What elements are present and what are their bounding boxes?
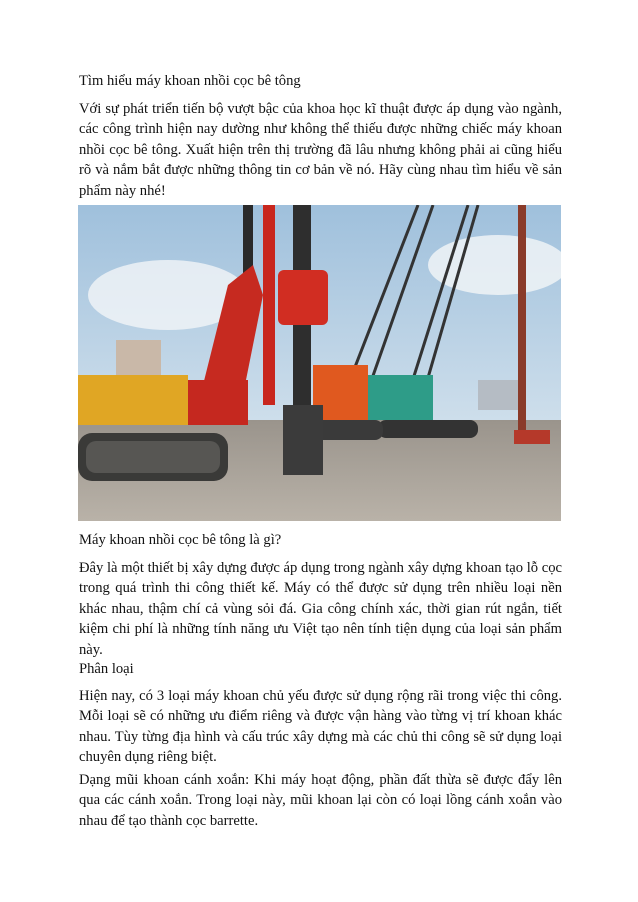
section-heading-classification: Phân loại	[79, 661, 134, 677]
intro-paragraph: Với sự phát triển tiến bộ vượt bậc của khoa học kĩ thuật được áp dụng vào ngành, các công trình hiện nay dường như không thể thiếu được những chiếc máy khoan nhồi cọc bê tông. Xuất hiện trên thị trường đã lâu nhưng không phải ai cũng hiểu rõ và nắm bắt được những thông tin cơ bản về nó. Hãy cùng nhau tìm hiểu về sản phẩm này nhé!	[79, 101, 562, 199]
document-title: Tìm hiểu máy khoan nhồi cọc bê tông	[79, 73, 301, 89]
drilling-rigs-photo	[78, 205, 561, 521]
section-paragraph-auger-type: Dạng mũi khoan cánh xoắn: Khi máy hoạt động, phần đất thừa sẽ được đẩy lên qua các cánh xoắn. Trong loại này, mũi khoan lại còn có loại lồng cánh xoắn vào nhau để tạo thành cọc barrette.	[79, 772, 562, 829]
section-paragraph-what-is: Đây là một thiết bị xây dựng được áp dụng trong ngành xây dựng khoan tạo lỗ cọc trong quá trình thi công thiết kế. Máy có thể được sử dụng trên nhiều loại nền khác nhau, thậm chí cả vùng sỏi đá. Gia công chính xác, thời gian rút ngắn, tiết kiệm chi phí là những tính năng ưu Việt tạo nên tính tiện dụng của loại sản phẩm này.	[79, 560, 562, 658]
section-heading-what-is: Máy khoan nhồi cọc bê tông là gì?	[79, 532, 282, 548]
section-paragraph-classification: Hiện nay, có 3 loại máy khoan chủ yếu được sử dụng rộng rãi trong việc thi công. Mỗi loại sẽ có những ưu điểm riêng và được vận hàng vào từng vị trí khoan khác nhau. Tùy từng địa hình và cấu trúc xây dựng mà các chủ thi công sẽ sử dụng loại chuyên dụng riêng biệt.	[79, 688, 562, 766]
